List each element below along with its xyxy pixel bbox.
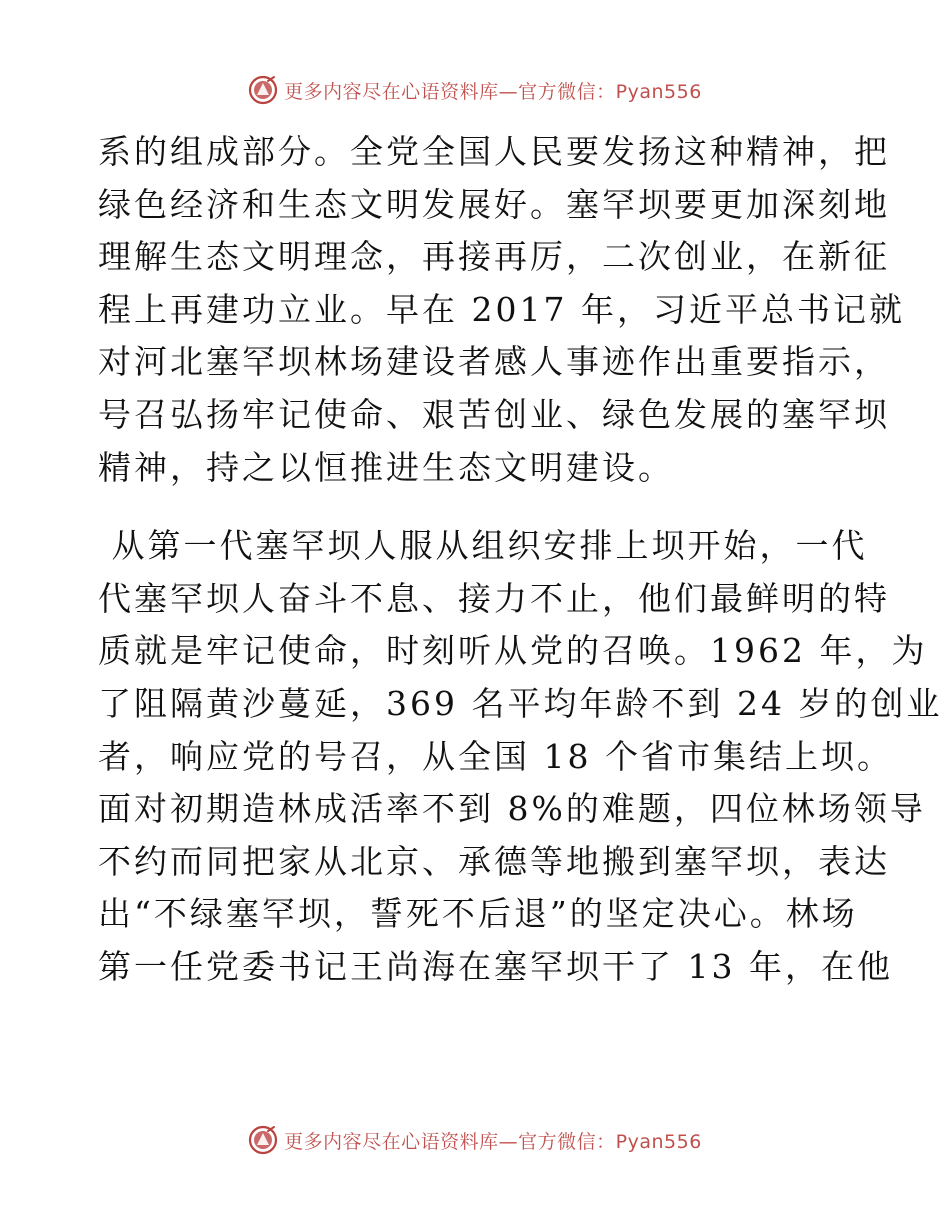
text-line: 程上再建功立业。早在 2017 年，习近平总书记就 [98, 289, 905, 329]
text-line: 第一任党委书记王尚海在塞罕坝干了 13 年，在他 [98, 946, 893, 986]
text-line: 出“不绿塞罕坝，誓死不后退”的坚定决心。林场 [98, 894, 858, 934]
text-line: 了阻隔黄沙蔓延，369 名平均年龄不到 24 岁的创业 [98, 683, 943, 723]
text-line: 系的组成部分。全党全国人民要发扬这种精神，把 [98, 132, 890, 171]
text-line: 质就是牢记使命，时刻听从党的召唤。1962 年，为 [98, 631, 928, 671]
header-watermark-inner [248, 75, 702, 105]
text-line: 绿色经济和生态文明发展好。塞罕坝要更加深刻地 [98, 184, 890, 224]
text-line: 号召弘扬牢记使命、艰苦创业、绿色发展的塞罕坝 [98, 394, 890, 434]
seal-logo-icon [248, 1125, 278, 1155]
footer-watermark-inner [248, 1125, 702, 1155]
paragraph-2 [98, 520, 943, 993]
paragraph-gap [98, 494, 858, 520]
text-line: 精神，持之以恒推进生态文明建设。 [98, 447, 674, 487]
header-watermark-text: 更多内容尽在心语资料库—官方微信：Pyan556 [284, 80, 702, 103]
header-watermark [0, 70, 950, 110]
text-line: 不约而同把家从北京、承德等地搬到塞罕坝，表达 [98, 841, 890, 881]
text-line: 理解生态文明理念，再接再厉，二次创业，在新征 [98, 237, 890, 277]
text-line: 者，响应党的号召，从全国 18 个省市集结上坝。 [98, 736, 893, 776]
text-line: 代塞罕坝人奋斗不息、接力不止，他们最鲜明的特 [98, 578, 890, 618]
paragraph-1 [98, 126, 905, 494]
document-body [98, 126, 943, 994]
footer-watermark-text: 更多内容尽在心语资料库—官方微信：Pyan556 [284, 1130, 702, 1153]
seal-logo-icon [248, 75, 278, 105]
text-line: 面对初期造林成活率不到 8%的难题，四位林场领导 [98, 789, 926, 829]
text-line: 从第一代塞罕坝人服从组织安排上坝开始，一代 [98, 526, 868, 566]
text-line: 对河北塞罕坝林场建设者感人事迹作出重要指示， [98, 342, 890, 382]
footer-watermark [0, 1120, 950, 1160]
